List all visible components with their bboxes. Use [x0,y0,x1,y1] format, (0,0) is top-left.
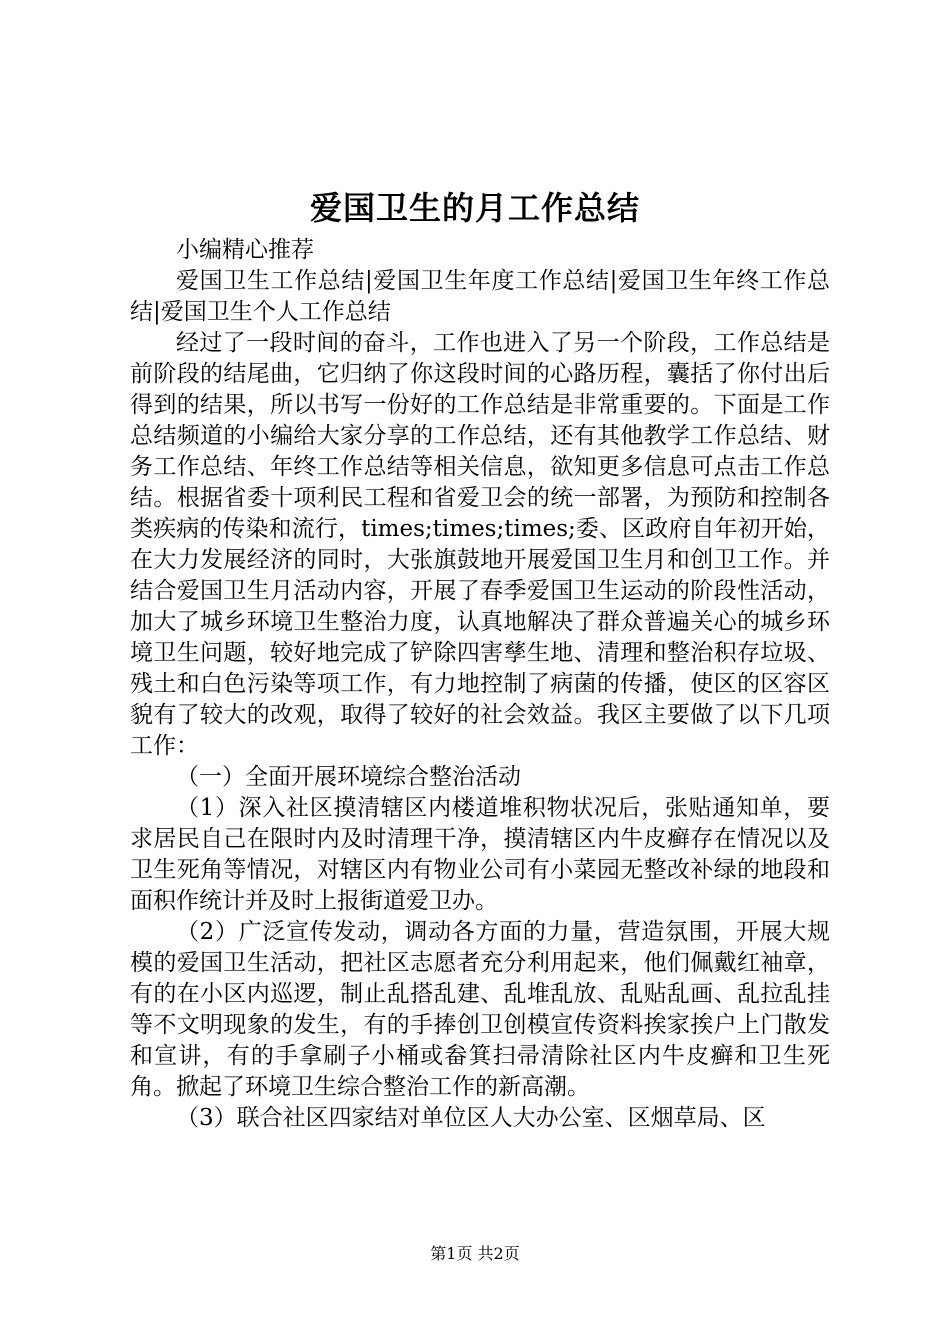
page-footer: 第1页 共2页 [430,1244,520,1263]
paragraph-item-2: （2）广泛宣传发动，调动各方面的力量，营造氛围，开展大规模的爱国卫生活动，把社区志愿者充分利用起来，他们佩戴红袖章，有的在小区内巡逻，制止乱搭乱建、乱堆乱放、乱贴乱画、乱拉乱挂等不文明现象的发生，有的手捧创卫创模宣传资料挨家挨户上门散发和宣讲，有的手拿刷子小桶或畚箕扫帚清除社区内牛皮癣和卫生死角。掀起了环境卫生综合整治工作的新高潮。 [130,919,830,1100]
paragraph-related-links: 爱国卫生工作总结|爱国卫生年度工作总结|爱国卫生年终工作总结|爱国卫生个人工作总结 [130,268,830,325]
paragraph-introduction: 经过了一段时间的奋斗，工作也进入了另一个阶段，工作总结是前阶段的结尾曲，它归纳了你这段时间的心路历程，囊括了你付出后得到的结果，所以书写一份好的工作总结是非常重要的。下面是工作总结频道的小编给大家分享的工作总结，还有其他教学工作总结、财务工作总结、年终工作总结等相关信息，欲知更多信息可点击工作总结。根据省委十项利民工程和省爱卫会的统一部署，为预防和控制各类疾病的传染和流行，times;times;times;委、区政府自年初开始，在大力发展经济的同时，大张旗鼓地开展爱国卫生月和创卫工作。并结合爱国卫生月活动内容，开展了春季爱国卫生运动的阶段性活动，加大了城乡环境卫生整治力度，认真地解决了群众普遍关心的城乡环境卫生问题，较好地完成了铲除四害孳生地、清理和整治积存垃圾、残土和白色污染等项工作，有力地控制了病菌的传播，使区的区容区貌有了较大的改观，取得了较好的社会效益。我区主要做了以下几项工作： [130,330,830,759]
paragraph-recommendation: 小编精心推荐 [176,237,314,263]
paragraph-item-3: （3）联合社区四家结对单位区人大办公室、区烟草局、区 [176,1105,766,1131]
document-body [130,235,830,1134]
document-title: 爱国卫生的月工作总结 [309,189,640,227]
paragraph-item-1: （1）深入社区摸清辖区内楼道堆积物状况后，张贴通知单，要求居民自己在限时内及时清理干净，摸清辖区内牛皮癣存在情况以及卫生死角等情况，对辖区内有物业公司有小菜园无整改补绿的地段和面积作统计并及时上报街道爱卫办。 [130,795,830,914]
paragraph-section-heading-1: （一）全面开展环境综合整治活动 [176,764,521,790]
